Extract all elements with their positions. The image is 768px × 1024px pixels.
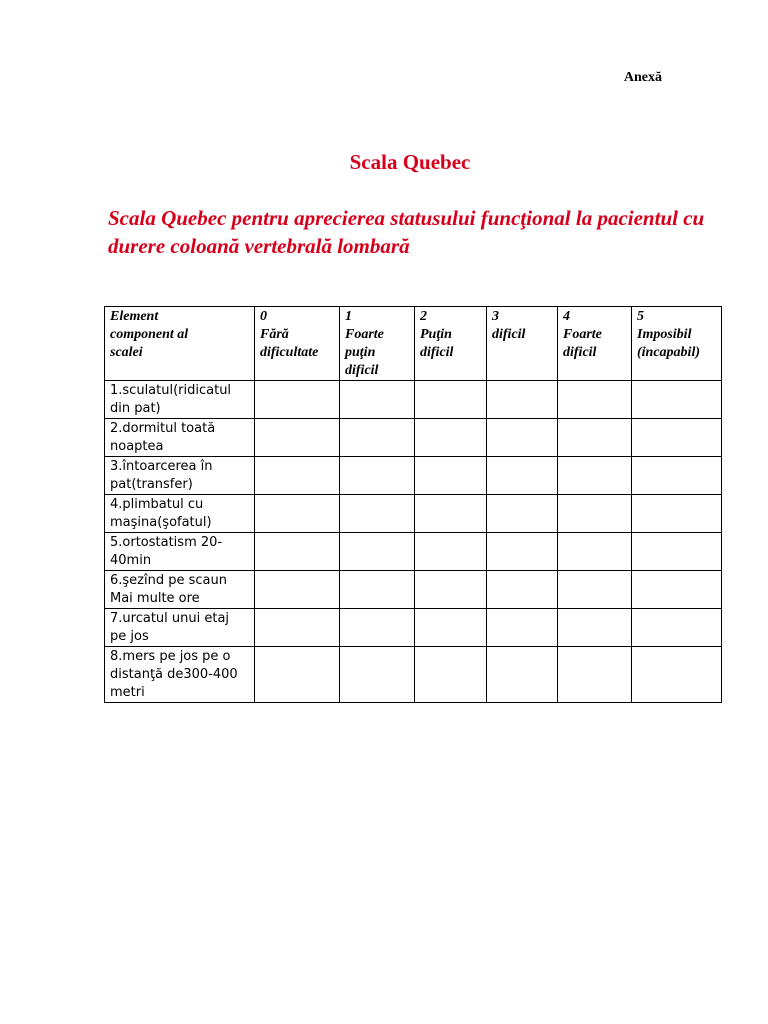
table-row [105, 457, 722, 495]
score-cell[interactable] [340, 571, 415, 609]
score-cell[interactable] [487, 419, 558, 457]
row-label: 3.întoarcerea în pat(transfer) [105, 457, 255, 495]
header-element: Element component al scalei [105, 307, 255, 381]
score-cell[interactable] [415, 457, 487, 495]
score-cell[interactable] [415, 419, 487, 457]
score-cell[interactable] [340, 533, 415, 571]
score-cell[interactable] [632, 381, 722, 419]
score-cell[interactable] [340, 609, 415, 647]
header-score-5: 5 Imposibil (incapabil) [632, 307, 722, 381]
score-cell[interactable] [487, 647, 558, 703]
row-label: 1.sculatul(ridicatul din pat) [105, 381, 255, 419]
score-cell[interactable] [255, 571, 340, 609]
score-cell[interactable] [632, 457, 722, 495]
score-cell[interactable] [558, 495, 632, 533]
table-row [105, 647, 722, 703]
score-cell[interactable] [632, 495, 722, 533]
score-cell[interactable] [632, 533, 722, 571]
header-score-2: 2 Puţin dificil [415, 307, 487, 381]
row-label: 5.ortostatism 20-40min [105, 533, 255, 571]
header-score-4: 4 Foarte dificil [558, 307, 632, 381]
score-cell[interactable] [487, 495, 558, 533]
header-score-0: 0 Fără dificultate [255, 307, 340, 381]
table-row [105, 495, 722, 533]
score-cell[interactable] [558, 381, 632, 419]
score-cell[interactable] [487, 457, 558, 495]
table-row [105, 419, 722, 457]
table-row [105, 571, 722, 609]
score-cell[interactable] [558, 457, 632, 495]
row-label: 8.mers pe jos pe o distanţă de300-400 metri [105, 647, 255, 703]
score-cell[interactable] [558, 647, 632, 703]
score-cell[interactable] [487, 381, 558, 419]
score-cell[interactable] [255, 381, 340, 419]
table-row [105, 533, 722, 571]
row-label: 7.urcatul unui etaj pe jos [105, 609, 255, 647]
score-cell[interactable] [415, 609, 487, 647]
score-cell[interactable] [487, 609, 558, 647]
annex-label: Anexă [623, 70, 662, 85]
score-cell[interactable] [255, 647, 340, 703]
score-cell[interactable] [632, 571, 722, 609]
table-row [105, 609, 722, 647]
document-title: Scala Quebec [349, 150, 471, 174]
score-cell[interactable] [415, 495, 487, 533]
score-cell[interactable] [632, 647, 722, 703]
score-cell[interactable] [558, 419, 632, 457]
header-score-1: 1 Foarte puţin dificil [340, 307, 415, 381]
score-cell[interactable] [255, 419, 340, 457]
table-header-row [105, 307, 722, 381]
score-cell[interactable] [340, 419, 415, 457]
row-label: 6.şezînd pe scaun Mai multe ore [105, 571, 255, 609]
score-cell[interactable] [415, 381, 487, 419]
score-cell[interactable] [558, 609, 632, 647]
header-score-3: 3 dificil [487, 307, 558, 381]
score-cell[interactable] [255, 609, 340, 647]
score-cell[interactable] [340, 381, 415, 419]
table-row [105, 381, 722, 419]
score-cell[interactable] [415, 571, 487, 609]
score-cell[interactable] [340, 647, 415, 703]
quebec-scale-table [104, 306, 722, 703]
document-subtitle: Scala Quebec pentru aprecierea statusului funcţional la pacientul cu durere coloană vertebrală lombară [108, 206, 705, 258]
row-label: 4.plimbatul cu maşina(şofatul) [105, 495, 255, 533]
score-cell[interactable] [558, 533, 632, 571]
row-label: 2.dormitul toată noaptea [105, 419, 255, 457]
score-cell[interactable] [632, 609, 722, 647]
score-cell[interactable] [255, 457, 340, 495]
score-cell[interactable] [558, 571, 632, 609]
score-cell[interactable] [487, 533, 558, 571]
score-cell[interactable] [340, 495, 415, 533]
score-cell[interactable] [487, 571, 558, 609]
score-cell[interactable] [415, 533, 487, 571]
score-cell[interactable] [632, 419, 722, 457]
score-cell[interactable] [255, 495, 340, 533]
score-cell[interactable] [255, 533, 340, 571]
score-cell[interactable] [415, 647, 487, 703]
score-cell[interactable] [340, 457, 415, 495]
